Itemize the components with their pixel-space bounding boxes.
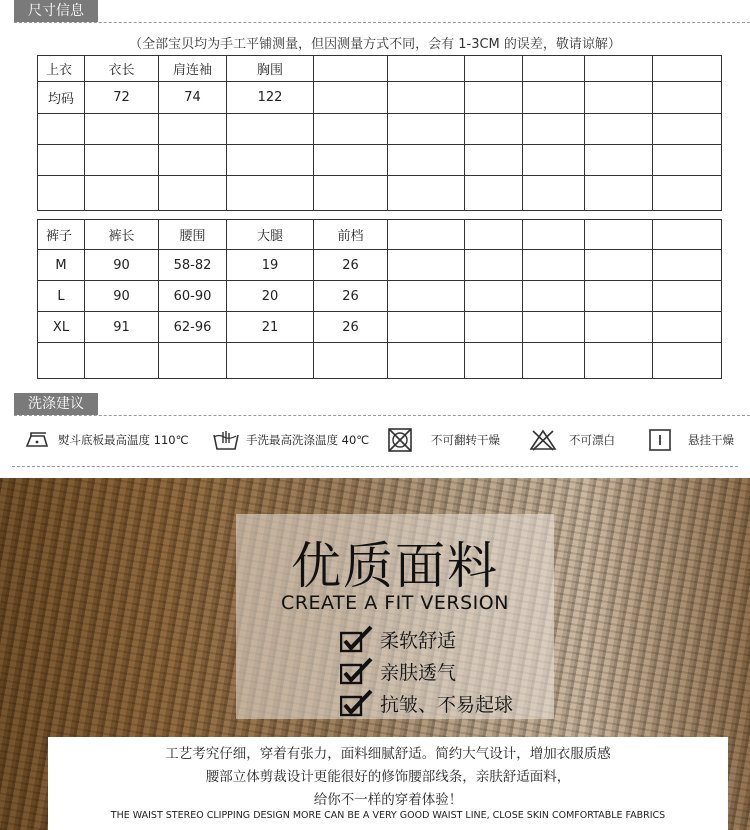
table-cell <box>653 250 722 281</box>
table-row <box>38 82 722 114</box>
table-cell <box>314 56 388 82</box>
table-cell <box>159 145 227 176</box>
table-cell: 62-96 <box>159 312 227 343</box>
table-cell: 均码 <box>38 82 85 114</box>
table-cell <box>314 343 388 379</box>
no-bleach-icon <box>528 428 558 452</box>
table-cell <box>653 176 722 211</box>
table-cell: 19 <box>227 250 314 281</box>
table-cell: 58-82 <box>159 250 227 281</box>
knit-fabric-image <box>0 478 750 830</box>
table-cell <box>523 281 585 312</box>
table-cell: 大腿 <box>227 220 314 250</box>
table-cell <box>585 312 653 343</box>
table-cell: 122 <box>227 82 314 114</box>
wash-item-label: 不可漂白 <box>569 433 615 447</box>
table-cell <box>523 343 585 379</box>
table-cell: 衣长 <box>85 56 159 82</box>
table-cell: 26 <box>314 312 388 343</box>
table-cell: 前档 <box>314 220 388 250</box>
table-cell <box>388 56 465 82</box>
fabric-title: 优质面料 <box>291 537 499 595</box>
table-cell <box>314 82 388 114</box>
feature-item <box>340 688 513 718</box>
table-cell <box>314 145 388 176</box>
table-cell <box>653 56 722 82</box>
table-cell <box>85 114 159 145</box>
table-row <box>38 114 722 145</box>
table-cell <box>465 343 523 379</box>
table-cell <box>465 312 523 343</box>
table-row <box>38 250 722 281</box>
table-cell <box>388 312 465 343</box>
table-cell <box>653 145 722 176</box>
wash-instructions <box>0 424 750 456</box>
table-cell <box>227 176 314 211</box>
wash-item-hand-wash <box>212 424 369 456</box>
table-cell: 腰围 <box>159 220 227 250</box>
table-cell <box>227 145 314 176</box>
wash-item-iron <box>24 424 189 456</box>
measurement-note: （全部宝贝均为手工平铺测量，但因测量方式不同，会有 1-3CM 的误差，敬请谅解） <box>129 37 621 52</box>
wash-item-hang-dry <box>648 424 734 456</box>
wash-item-no-tumble <box>387 424 500 456</box>
table-cell: 60-90 <box>159 281 227 312</box>
table-cell <box>465 145 523 176</box>
table-cell <box>585 56 653 82</box>
wash-item-label: 悬挂干燥 <box>688 433 734 447</box>
size-info-tag: 尺寸信息 <box>14 0 98 22</box>
table-cell: 肩连袖 <box>159 56 227 82</box>
table-cell <box>585 250 653 281</box>
table-cell <box>465 250 523 281</box>
wash-item-no-bleach <box>528 424 615 456</box>
description-english: THE WAIST STEREO CLIPPING DESIGN MORE CAN BE A VERY GOOD WAIST LINE, CLOSE SKIN COMFORTABLE FABRICS <box>110 810 666 821</box>
table-cell <box>314 176 388 211</box>
table-row <box>38 145 722 176</box>
table-cell: 20 <box>227 281 314 312</box>
description-line: 腰部立体剪裁设计更能很好的修饰腰部线条，亲肤舒适面料， <box>205 769 571 785</box>
table-cell <box>388 250 465 281</box>
table-cell <box>523 220 585 250</box>
table-cell: 上衣 <box>38 56 85 82</box>
table-cell <box>85 343 159 379</box>
table-cell <box>523 145 585 176</box>
table-cell <box>388 176 465 211</box>
hang-dry-icon <box>648 428 674 452</box>
table-row <box>38 56 722 82</box>
table-cell <box>465 56 523 82</box>
wash-item-label: 熨斗底板最高温度 110℃ <box>58 433 189 447</box>
table-cell: 26 <box>314 250 388 281</box>
table-cell <box>38 176 85 211</box>
description-line: 给你不一样的穿着体验！ <box>313 792 463 808</box>
table-cell <box>653 281 722 312</box>
wash-advice-tag: 洗涤建议 <box>14 393 98 415</box>
feature-label: 抗皱、不易起球 <box>380 693 514 716</box>
table-row <box>38 281 722 312</box>
feature-label: 亲肤透气 <box>380 661 457 684</box>
table-cell <box>653 312 722 343</box>
table-cell <box>653 114 722 145</box>
table-cell <box>653 82 722 114</box>
table-cell <box>523 82 585 114</box>
table-cell <box>227 114 314 145</box>
table-cell <box>585 176 653 211</box>
table-cell <box>653 220 722 250</box>
section-divider <box>12 466 738 467</box>
table-cell <box>159 114 227 145</box>
table-cell <box>388 220 465 250</box>
table-cell: 胸围 <box>227 56 314 82</box>
section-divider <box>14 22 750 23</box>
table-cell <box>38 145 85 176</box>
hand-wash-icon <box>212 429 240 451</box>
table-cell <box>38 114 85 145</box>
table-cell: M <box>38 250 85 281</box>
table-cell <box>465 220 523 250</box>
table-cell <box>585 82 653 114</box>
table-cell <box>465 114 523 145</box>
top-size-table <box>37 55 722 211</box>
table-cell <box>159 343 227 379</box>
table-cell <box>227 343 314 379</box>
table-cell <box>465 176 523 211</box>
table-cell <box>585 343 653 379</box>
table-cell <box>159 176 227 211</box>
table-cell <box>314 114 388 145</box>
section-divider <box>14 415 750 416</box>
table-row <box>38 343 722 379</box>
table-cell <box>523 114 585 145</box>
table-cell <box>585 114 653 145</box>
table-cell <box>388 281 465 312</box>
wash-item-label: 手洗最高洗涤温度 40℃ <box>246 433 370 447</box>
table-row <box>38 176 722 211</box>
table-cell: 裤子 <box>38 220 85 250</box>
table-cell: 21 <box>227 312 314 343</box>
table-cell <box>388 343 465 379</box>
checkbox-check-icon <box>340 657 374 685</box>
fabric-highlight-box <box>236 514 554 719</box>
table-cell <box>388 145 465 176</box>
table-cell: L <box>38 281 85 312</box>
table-cell <box>85 145 159 176</box>
table-cell <box>85 176 159 211</box>
table-cell: 72 <box>85 82 159 114</box>
table-row <box>38 220 722 250</box>
feature-item <box>340 656 456 686</box>
table-cell <box>523 312 585 343</box>
table-cell: 74 <box>159 82 227 114</box>
table-cell <box>388 114 465 145</box>
checkbox-check-icon <box>340 625 374 653</box>
table-cell <box>585 145 653 176</box>
checkbox-check-icon <box>340 689 374 717</box>
table-cell <box>585 281 653 312</box>
table-cell: 90 <box>85 250 159 281</box>
table-cell <box>523 56 585 82</box>
table-cell: 91 <box>85 312 159 343</box>
table-cell <box>585 220 653 250</box>
feature-label: 柔软舒适 <box>380 629 457 652</box>
table-cell <box>465 82 523 114</box>
table-cell <box>653 343 722 379</box>
table-row <box>38 312 722 343</box>
table-cell: 裤长 <box>85 220 159 250</box>
iron-icon <box>24 430 52 450</box>
table-cell: 90 <box>85 281 159 312</box>
table-cell: 26 <box>314 281 388 312</box>
table-cell <box>38 343 85 379</box>
table-cell <box>465 281 523 312</box>
table-cell <box>388 82 465 114</box>
fabric-description-panel <box>48 737 728 830</box>
pants-size-table <box>37 219 722 379</box>
feature-item <box>340 624 456 654</box>
fabric-subtitle: CREATE A FIT VERSION <box>281 592 509 614</box>
description-line: 工艺考究仔细，穿着有张力，面料细腻舒适。简约大气设计，增加衣服质感 <box>165 746 611 762</box>
table-cell <box>523 250 585 281</box>
table-cell <box>523 176 585 211</box>
wash-item-label: 不可翻转干燥 <box>431 433 500 447</box>
no-tumble-dry-icon <box>387 427 415 453</box>
table-cell: XL <box>38 312 85 343</box>
